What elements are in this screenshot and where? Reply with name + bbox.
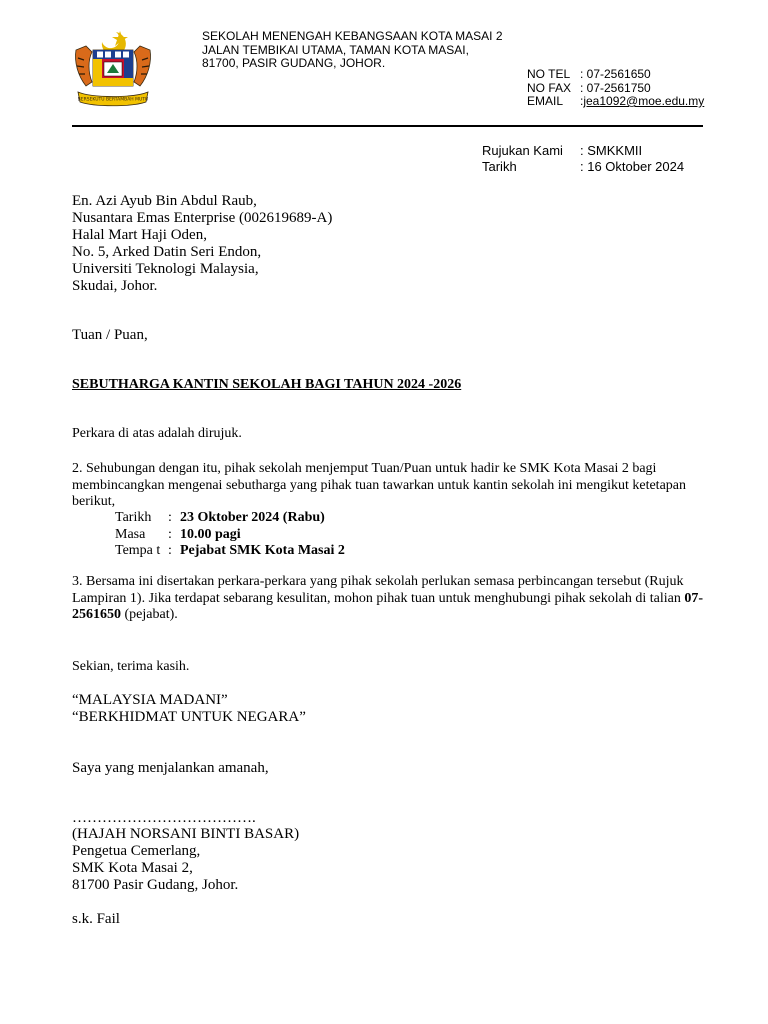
school-name: SEKOLAH MENENGAH KEBANGSAAN KOTA MASAI 2: [202, 29, 503, 43]
contact-tel: [527, 68, 704, 82]
addressee-line: Universiti Teknologi Malaysia,: [72, 261, 259, 277]
detail-row-date: [115, 510, 345, 527]
reference-row: [482, 143, 684, 159]
motto-line: “BERKHIDMAT UNTUK NEGARA”: [72, 709, 306, 725]
reference-block: [482, 143, 684, 175]
meeting-details: [115, 510, 345, 560]
motto-block: [72, 692, 306, 726]
addressee-line: No. 5, Arked Datin Seri Endon,: [72, 244, 262, 260]
contact-label: NO TEL: [527, 67, 571, 81]
contact-value: : 07-2561750: [580, 80, 651, 95]
subject-heading: SEBUTHARGA KANTIN SEKOLAH BAGI TAHUN 2024 -2026: [72, 377, 462, 392]
school-address: [202, 30, 503, 71]
signatory-title: Pengetua Cemerlang,: [72, 843, 201, 859]
date-row: [482, 159, 684, 175]
paragraph-1: Perkara di atas adalah dirujuk.: [72, 426, 242, 441]
contact-label: EMAIL: [527, 94, 564, 108]
addressee-line: En. Azi Ayub Bin Abdul Raub,: [72, 193, 257, 209]
signatory-school: SMK Kota Masai 2,: [72, 860, 193, 876]
contact-info: [527, 68, 704, 109]
reference-label: Rujukan Kami: [482, 143, 563, 158]
date-value: : 16 Oktober 2024: [580, 159, 685, 174]
contact-fax: [527, 82, 704, 96]
detail-label: Tarikh: [115, 510, 152, 525]
detail-colon: :: [168, 526, 172, 542]
detail-value: Pejabat SMK Kota Masai 2: [180, 543, 345, 558]
addressee-line: Halal Mart Haji Oden,: [72, 227, 207, 243]
addressee-line: Nusantara Emas Enterprise (002619689-A): [72, 210, 333, 226]
contact-email: [527, 95, 704, 109]
contact-colon: :: [580, 94, 584, 108]
malaysia-coat-of-arms-icon: [72, 28, 154, 108]
motto-line: “MALAYSIA MADANI”: [72, 692, 228, 708]
detail-row-time: [115, 527, 345, 544]
contact-label: NO FAX: [527, 80, 572, 95]
svg-text:BERSEKUTU BERTAMBAH MUTU: BERSEKUTU BERTAMBAH MUTU: [77, 97, 149, 103]
school-postcode-city: 81700, PASIR GUDANG, JOHOR.: [202, 56, 386, 70]
office-phone: 07-2561650: [72, 590, 704, 622]
school-street: JALAN TEMBIKAI UTAMA, TAMAN KOTA MASAI,: [202, 42, 469, 57]
detail-row-place: [115, 543, 345, 560]
header-divider: [72, 125, 703, 127]
signatory-name: (HAJAH NORSANI BINTI BASAR): [72, 826, 300, 842]
detail-value: 10.00 pagi: [180, 526, 241, 542]
detail-colon: :: [168, 510, 172, 525]
addressee-line: Skudai, Johor.: [72, 278, 158, 294]
detail-colon: :: [168, 543, 172, 558]
date-label: Tarikh: [482, 159, 517, 174]
trust-line: Saya yang menjalankan amanah,: [72, 760, 269, 776]
paragraph-3-text: 3. Bersama ini disertakan perkara-perkara yang pihak sekolah perlukan semasa perbincangan tersebut (Rujuk Lampiran 1). Jika terdapat sebarang kesulitan, mohon pihak tuan untuk menghubungi pihak sekolah di talian: [72, 574, 685, 606]
detail-label: Masa: [115, 526, 146, 542]
signatory-block: [72, 826, 299, 894]
detail-value: 23 Oktober 2024 (Rabu): [180, 510, 325, 525]
paragraph-3: [72, 574, 708, 624]
salutation: Tuan / Puan,: [72, 327, 148, 343]
cc-line: s.k. Fail: [72, 911, 120, 927]
contact-value: : 07-2561650: [580, 67, 651, 81]
email-link[interactable]: jea1092@moe.edu.my: [583, 94, 705, 108]
detail-label: Tempa t: [115, 543, 161, 558]
signature-line: ……………………………….: [72, 810, 256, 826]
paragraph-2: 2. Sehubungan dengan itu, pihak sekolah menjemput Tuan/Puan untuk hadir ke SMK Kota Masai 2 bagi membincangkan mengenai sebutharga yang pihak tuan tawarkan untuk kantin sekolah ini mengikut ketetapan berikut,: [72, 461, 687, 509]
closing-line: Sekian, terima kasih.: [72, 659, 190, 674]
addressee-block: [72, 193, 332, 295]
signatory-address: 81700 Pasir Gudang, Johor.: [72, 877, 239, 893]
paragraph-3-tail: (pejabat).: [121, 607, 178, 622]
reference-value: : SMKKMII: [580, 143, 643, 158]
